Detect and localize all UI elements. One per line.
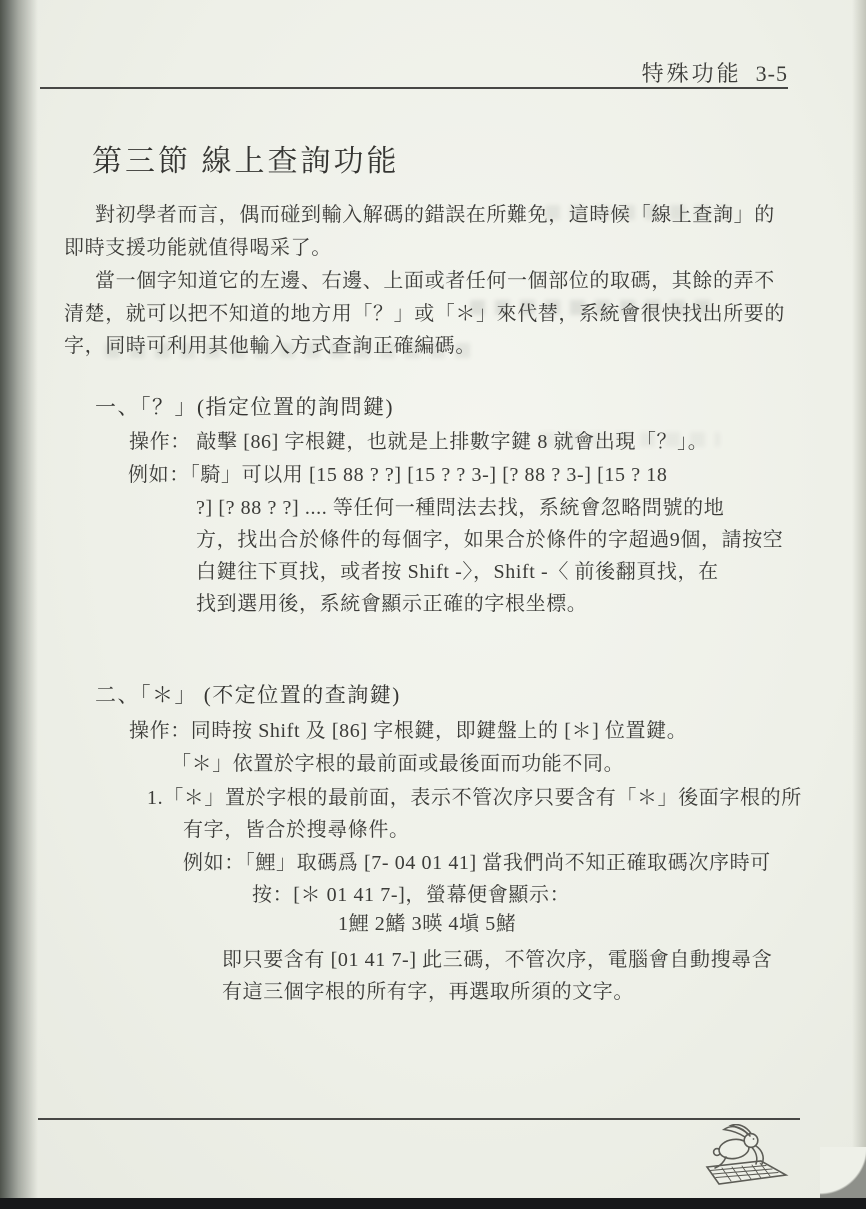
section-one-heading: 一、「？」(指定位置的詢問鍵) bbox=[95, 395, 394, 419]
section-two-line: 「＊」依置於字根的最前面或最後面而功能不同。 bbox=[171, 753, 625, 775]
intro-line: 即時支援功能就值得喝采了。 bbox=[64, 237, 332, 259]
section-two-line: 即只要含有 [01 41 7-] 此三碼，不管次序，電腦會自動搜尋含 bbox=[222, 949, 773, 971]
header-page-number: 3-5 bbox=[755, 61, 788, 86]
section-two-heading: 二、「＊」 (不定位置的查詢鍵) bbox=[95, 683, 401, 707]
section-one-line: 操作： 敲擊 [86] 字根鍵，也就是上排數字鍵 8 就會出現「？」。 bbox=[129, 431, 709, 453]
intro-line: 對初學者而言，偶而碰到輸入解碼的錯誤在所難免，這時候「線上查詢」的 bbox=[95, 204, 775, 226]
page-title: 第三節 線上查詢功能 bbox=[92, 145, 400, 178]
section-two-line: 有字，皆合於搜尋條件。 bbox=[183, 819, 410, 841]
section-one-line: 白鍵往下頁找，或者按 Shift -〉，Shift -〈 前後翻頁找，在 bbox=[196, 561, 719, 583]
right-scan-edge bbox=[852, 0, 866, 1209]
section-two-line: 有這三個字根的所有字，再選取所須的文字。 bbox=[222, 981, 634, 1003]
bottom-scan-edge bbox=[0, 1198, 866, 1209]
section-two-line: 例如：「鯉」取碼爲 [7- 04 01 41] 當我們尚不知正確取碼次序時可 bbox=[183, 852, 771, 874]
section-one-line: 找到選用後，系統會顯示正確的字根坐標。 bbox=[196, 593, 588, 615]
section-two-line: 按：[＊ 01 41 7-]，螢幕便會顯示： bbox=[252, 884, 571, 906]
section-one-line: 方，找出合於條件的每個字，如果合於條件的字超過9個，請按空 bbox=[196, 529, 784, 551]
header-rule bbox=[40, 87, 788, 89]
section-one-line: 例如：「騎」可以用 [15 88 ? ?] [15 ? ? 3-] [? 88 ? 3-] [15 ? 18 bbox=[128, 464, 668, 486]
footer-rule bbox=[38, 1118, 800, 1120]
section-two-line: 1.「＊」置於字根的最前面，表示不管次序只要含有「＊」後面字根的所 bbox=[147, 787, 802, 809]
section-two-line: 操作：同時按 Shift 及 [86] 字根鍵，即鍵盤上的 [＊] 位置鍵。 bbox=[129, 720, 688, 742]
page-corner-bottom-right bbox=[820, 1147, 866, 1199]
section-one-line: ?] [? 88 ? ?] .... 等任何一種問法去找，系統會忽略問號的地 bbox=[196, 497, 725, 519]
running-header bbox=[642, 57, 788, 88]
left-scan-edge bbox=[0, 0, 38, 1209]
rabbit-keyboard-logo bbox=[698, 1124, 790, 1188]
intro-line: 當一個字知道它的左邊、右邊、上面或者任何一個部位的取碼，其餘的弄不 bbox=[95, 270, 775, 292]
header-chapter-label: 特殊功能 bbox=[641, 61, 742, 86]
result-candidates-line: 1鯉 2鰭 3暎 4塡 5鯺 bbox=[338, 913, 517, 935]
intro-line: 清楚，就可以把不知道的地方用「？」或「＊」來代替，系統會很快找出所要的 bbox=[64, 303, 785, 325]
intro-line: 字，同時可利用其他輸入方式查詢正確編碼。 bbox=[64, 335, 476, 357]
